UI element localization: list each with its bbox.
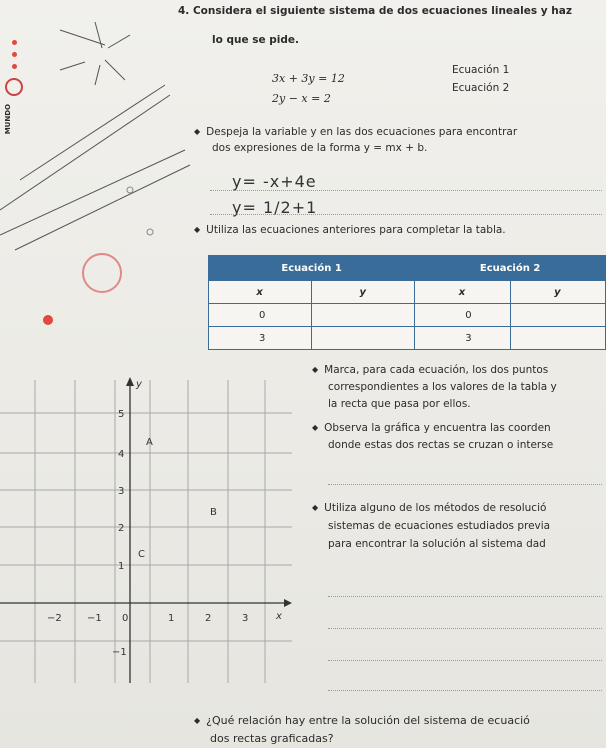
table-cell[interactable] (312, 327, 415, 350)
x-tick-label: 0 (122, 613, 129, 624)
logo-icon (5, 78, 23, 96)
y-axis-label: y (136, 379, 142, 390)
equation-1: 3x + 3y = 12 (272, 72, 345, 85)
y-tick-label: −1 (112, 647, 127, 658)
x-tick-label: −2 (47, 613, 62, 624)
step5-instruction: ◆ Utiliza alguno de los métodos de resolució (312, 502, 547, 514)
problem-title-line1: Considera el siguiente sistema de dos ecuaciones lineales y haz (192, 5, 572, 17)
answer-rule (328, 628, 602, 629)
answer-rule (328, 596, 602, 597)
red-dot-icon (43, 315, 53, 325)
coordinate-graph[interactable] (0, 365, 300, 695)
equation-1-label: Ecuación 1 (452, 64, 510, 76)
y-tick-label: 1 (118, 561, 125, 572)
y-tick-label: 3 (118, 486, 125, 497)
answer-rule (328, 660, 602, 661)
red-dot-icon (12, 52, 17, 57)
table-header-eq2: Ecuación 2 (415, 256, 606, 281)
table-cell[interactable]: 3 (415, 327, 511, 350)
diamond-bullet-icon: ◆ (194, 716, 201, 725)
table-cell[interactable] (312, 304, 415, 327)
table-row (209, 304, 606, 327)
step2-instruction: ◆ Utiliza las ecuaciones anteriores para completar la tabla. (194, 224, 506, 236)
table-cell[interactable] (510, 327, 605, 350)
table-subheader-x2: x (415, 281, 511, 304)
table-header-eq1: Ecuación 1 (209, 256, 415, 281)
values-table (208, 255, 606, 350)
diamond-bullet-icon: ◆ (194, 127, 201, 136)
table-row (209, 327, 606, 350)
diamond-bullet-icon: ◆ (312, 423, 319, 432)
answer-line-1[interactable]: y= -x+4e (232, 172, 317, 191)
x-tick-label: 2 (205, 613, 212, 624)
step4-line2: donde estas dos rectas se cruzan o interse (328, 439, 554, 451)
answer-line-2[interactable]: y= 1/2+1 (232, 198, 318, 217)
step5-line3: para encontrar la solución al sistema dad (328, 538, 546, 550)
point-label-b: B (210, 507, 217, 518)
problem-title-line2: lo que se pide. (212, 34, 300, 46)
final-question: ◆ ¿Qué relación hay entre la solución del sistema de ecuació (194, 714, 530, 727)
table-cell[interactable] (510, 304, 605, 327)
step1-instruction: ◆ Despeja la variable y en las dos ecuaciones para encontrar (194, 126, 518, 138)
answer-rule (328, 484, 602, 485)
point-label-a: A (146, 437, 153, 448)
problem-title (178, 4, 598, 19)
final-question-line2: dos rectas graficadas? (210, 732, 334, 745)
diamond-bullet-icon: ◆ (312, 365, 319, 374)
equation-2: 2y − x = 2 (272, 92, 331, 105)
step5-line2: sistemas de ecuaciones estudiados previa (328, 520, 551, 532)
table-cell[interactable]: 0 (415, 304, 511, 327)
step4-instruction: ◆ Observa la gráfica y encuentra las coorden (312, 422, 551, 434)
answer-line-2-rule (210, 214, 602, 215)
sidebar (4, 40, 26, 150)
circle-decoration-icon (82, 253, 122, 293)
answer-line-1-rule (210, 190, 602, 191)
decorative-lines (0, 0, 200, 260)
answer-rule (328, 690, 602, 691)
table-cell[interactable]: 3 (209, 327, 312, 350)
y-tick-label: 5 (118, 409, 125, 420)
step3-line3: la recta que pasa por ellos. (328, 398, 471, 410)
x-tick-label: −1 (87, 613, 102, 624)
step3-instruction: ◆ Marca, para cada ecuación, los dos puntos (312, 364, 549, 376)
equation-2-label: Ecuación 2 (452, 82, 510, 94)
diamond-bullet-icon: ◆ (194, 225, 201, 234)
red-dot-icon (12, 40, 17, 45)
diamond-bullet-icon: ◆ (312, 503, 319, 512)
problem-number: 4. (178, 5, 190, 17)
table-cell[interactable]: 0 (209, 304, 312, 327)
step1-instruction-line2: dos expresiones de la forma y = mx + b. (212, 142, 428, 154)
x-tick-label: 3 (242, 613, 249, 624)
sidebar-label: MUNDO (4, 104, 12, 135)
y-tick-label: 4 (118, 449, 125, 460)
table-subheader-y1: y (312, 281, 415, 304)
table-subheader-x1: x (209, 281, 312, 304)
y-tick-label: 2 (118, 523, 125, 534)
step3-line2: correspondientes a los valores de la tabla y (328, 381, 557, 393)
x-axis-label: x (276, 611, 282, 622)
red-dot-icon (12, 64, 17, 69)
table-subheader-y2: y (510, 281, 605, 304)
point-label-c: C (138, 549, 145, 560)
x-tick-label: 1 (168, 613, 175, 624)
